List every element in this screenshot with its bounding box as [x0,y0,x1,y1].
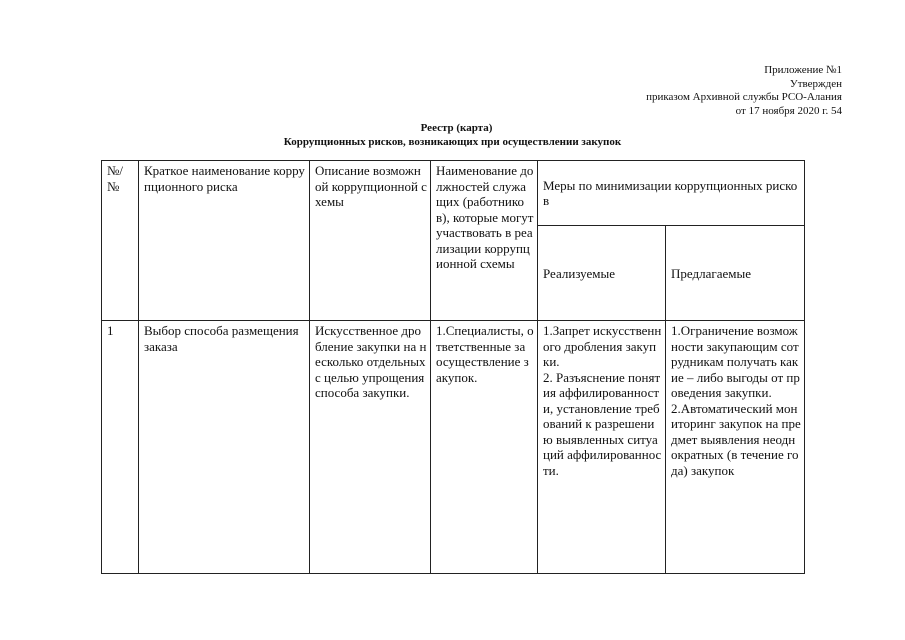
cell-num: 1 [102,321,139,574]
order-date: от 17 ноября 2020 г. 54 [735,104,842,117]
cell-scheme: Искусственное дробление закупки на несколько отдельных с целью упрощения способа закупки. [310,321,431,574]
approved-label: Утвержден [789,77,842,90]
header-measures: Меры по минимизации коррупционных рисков [538,161,805,226]
document-title [0,121,905,149]
order-label: приказом Архивной службы РСО-Алания [646,91,842,103]
cell-implemented: 1.Запрет искусственного дробления закупки. 2. Разъяснение понятия аффилированности, установление требований к разрешению выявленных ситуаций аффилированности. [538,321,666,574]
risk-register-table [101,160,805,574]
header-positions: Наименование должностей служащих (работников), которые могут участвовать в реализации коррупционной схемы [431,161,538,321]
header-implemented: Реализуемые [538,226,666,321]
cell-proposed: 1.Ограничение возможности закупающим сотрудникам получать какие – либо выгоды от проведения закупки. 2.Автоматический мониторинг закупок на предмет выявления неоднократных (в течение года) закупок [666,321,805,574]
cell-risk-name: Выбор способа размещения заказа [139,321,310,574]
table-header-row [102,161,805,226]
title-line-1: Реестр (карта) [420,122,493,134]
approval-header [646,64,842,118]
header-risk-name: Краткое наименование коррупционного риска [139,161,310,321]
appendix-label: Приложение №1 [764,64,842,76]
header-scheme: Описание возможной коррупционной схемы [310,161,431,321]
table-row [102,321,805,574]
header-num: №/ № [102,161,139,321]
cell-positions: 1.Специалисты, ответственные за осуществление закупок. [431,321,538,574]
title-line-2: Коррупционных рисков, возникающих при осуществлении закупок [283,136,622,148]
header-proposed: Предлагаемые [666,226,805,321]
